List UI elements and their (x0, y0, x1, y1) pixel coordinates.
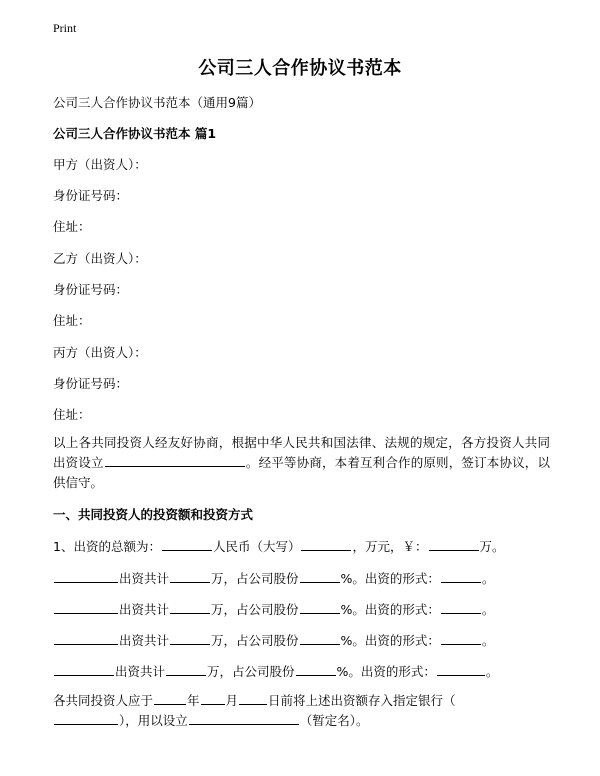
yen-label: ￥： (402, 539, 428, 554)
rmb-label: 人民币（大写） (212, 539, 301, 554)
wan-share-label: 万，占公司股份 (211, 602, 299, 617)
section-heading: 公司三人合作协议书范本 篇1 (53, 126, 217, 141)
wan-share-label: 万，占公司股份 (211, 571, 299, 586)
investor-line (53, 632, 494, 649)
party-c-label: 丙方（出资人）： (53, 345, 147, 360)
line-end: 。 (481, 602, 495, 617)
party-a-label: 甲方（出资人）： (53, 157, 147, 172)
percent-form-label: %。出资的形式： (340, 602, 440, 617)
form-blank (437, 663, 485, 676)
wan-end-label: 万。 (479, 539, 505, 554)
year-blank (154, 692, 186, 705)
share-blank (296, 663, 336, 676)
investor-name-blank (54, 601, 118, 614)
party-a-address-label: 住址： (53, 219, 91, 234)
investor-name-blank (54, 570, 118, 583)
document-title: 公司三人合作协议书范本 (198, 58, 402, 79)
total-amount-blank (162, 538, 212, 551)
intro-text-part2: 。经平等协商，本着互利合作的原则，签订本协议，以供信守。 (53, 455, 550, 490)
company-name-blank (105, 454, 245, 467)
party-a-id-label: 身份证号码： (53, 188, 129, 203)
contributed-label: 出资共计 (119, 633, 170, 648)
party-b-id-label: 身份证号码： (53, 282, 129, 297)
deposit-suffix: 日前将上述出资额存入指定银行（ (268, 693, 456, 708)
total-prefix: 1、出资的总额为： (53, 539, 161, 554)
day-blank (239, 692, 267, 705)
share-blank (300, 632, 340, 645)
company-name-blank (189, 712, 299, 725)
wan-share-label: 万，占公司股份 (211, 633, 299, 648)
line-end: 。 (485, 664, 499, 679)
deposit-prefix: 各共同投资人应于 (53, 693, 154, 708)
intro-paragraph (53, 433, 550, 493)
tentative-name-label: （暂定名）。 (299, 713, 369, 728)
investor-line (53, 570, 494, 587)
month-label: 月 (225, 693, 239, 708)
amount-blank (170, 632, 210, 645)
party-b-label: 乙方（出资人）： (53, 251, 147, 266)
clause1-heading: 一、共同投资人的投资额和投资方式 (53, 507, 254, 522)
line-end: 。 (481, 633, 495, 648)
form-blank (441, 601, 481, 614)
document-subtitle: 公司三人合作协议书范本（通用9篇） (53, 95, 261, 110)
share-blank (300, 601, 340, 614)
wan-share-label: 万，占公司股份 (207, 664, 295, 679)
investor-name-blank (54, 663, 114, 676)
investor-line (53, 601, 494, 618)
party-b-address-label: 住址： (53, 313, 91, 328)
percent-form-label: %。出资的形式： (336, 664, 436, 679)
investor-name-blank (54, 632, 118, 645)
rmb-amount-blank (301, 538, 351, 551)
contributed-label: 出资共计 (115, 664, 166, 679)
establish-label: ），用以设立 (119, 713, 188, 728)
share-blank (300, 570, 340, 583)
contributed-label: 出资共计 (119, 602, 170, 617)
contributed-label: 出资共计 (119, 571, 170, 586)
total-investment-line (53, 538, 505, 555)
amount-blank (170, 601, 210, 614)
print-label: Print (53, 21, 77, 35)
year-label: 年 (187, 693, 200, 708)
bank-name-blank (54, 712, 118, 725)
investor-line (53, 663, 498, 680)
percent-form-label: %。出资的形式： (340, 633, 440, 648)
line-end: 。 (481, 571, 495, 586)
deposit-line (53, 692, 456, 709)
intro-text-part1: 以上各共同投资人经友好协商，根据中华人民共和国法律、法规的规定，各方投资人共同出资设立 (53, 435, 550, 470)
party-c-id-label: 身份证号码： (53, 376, 129, 391)
wan-yuan-label: ，万元， (352, 539, 403, 554)
amount-blank (170, 570, 210, 583)
amount-blank (166, 663, 206, 676)
percent-form-label: %。出资的形式： (340, 571, 440, 586)
yen-amount-blank (429, 538, 479, 551)
form-blank (441, 632, 481, 645)
month-blank (201, 692, 225, 705)
form-blank (441, 570, 481, 583)
establish-line (53, 712, 369, 729)
party-c-address-label: 住址： (53, 407, 91, 422)
